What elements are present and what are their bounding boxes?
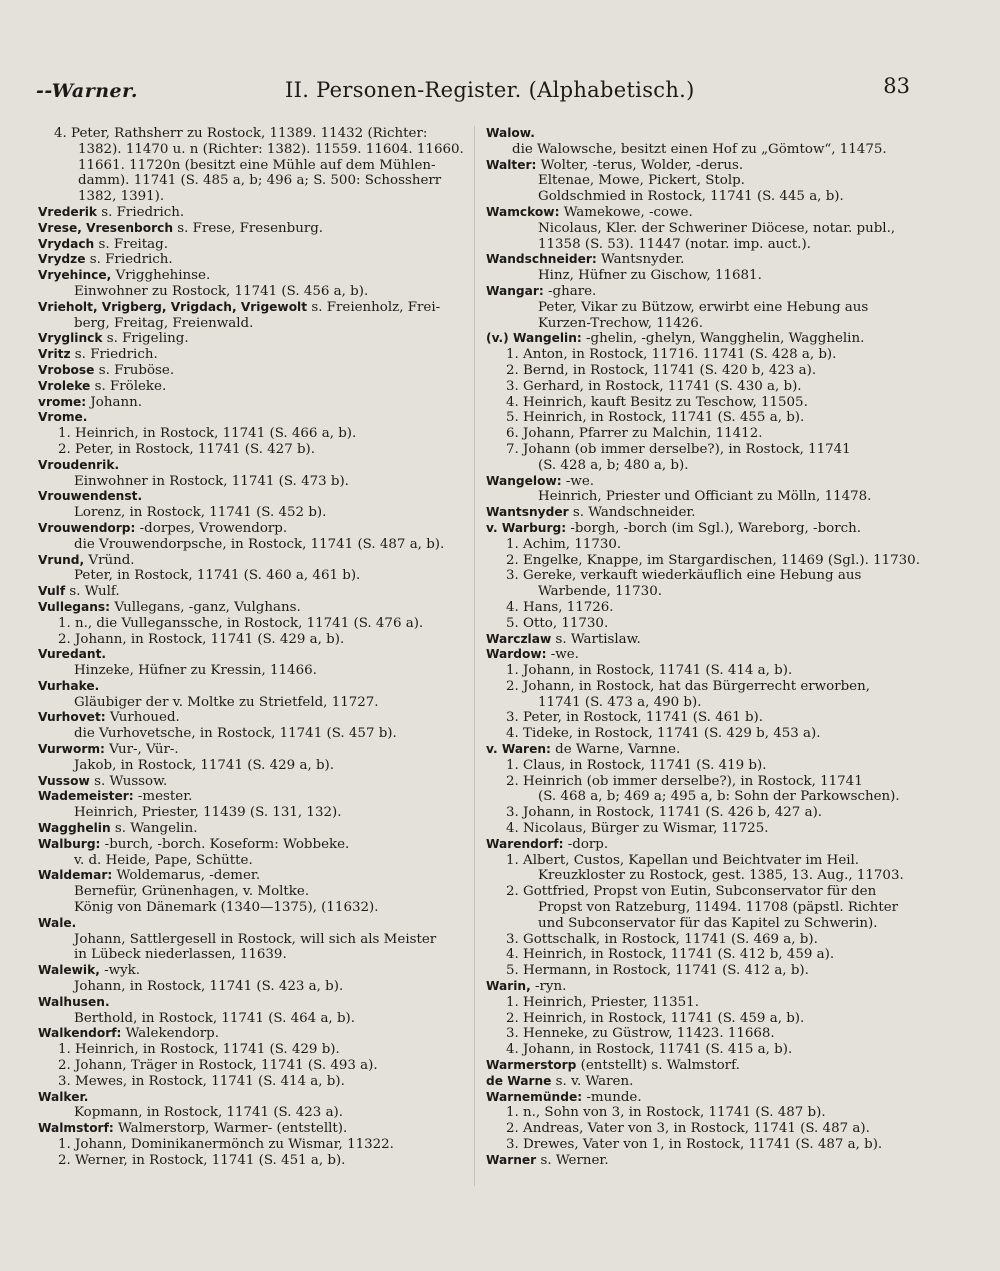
register-entry xyxy=(486,205,914,252)
entry-subline: 5. Heinrich, in Rostock, 11741 (S. 455 a, b). xyxy=(506,410,805,426)
entry-variants: -ryn. xyxy=(530,979,567,995)
entry-variants: s. Frese, Fresenburg. xyxy=(173,220,324,236)
entry-headword: Wagghelin xyxy=(38,821,111,836)
entry-headword: Vrederik xyxy=(38,204,97,219)
entry-variants: Wantsnyder. xyxy=(596,252,685,268)
entry-head-line xyxy=(38,347,464,363)
entry-subline: 3. Gottschalk, in Rostock, 11741 (S. 469 a, b). xyxy=(506,931,818,947)
entry-head-line xyxy=(38,868,464,884)
entry-subline: Hinzeke, Hüfner zu Kressin, 11466. xyxy=(74,663,317,679)
entry-variants: s. Frigeling. xyxy=(102,331,189,347)
entry-headword: de Warne xyxy=(486,1073,552,1088)
entry-head-line xyxy=(486,647,914,663)
entry-subline: König von Dänemark (1340—1375), (11632). xyxy=(74,900,379,916)
entry-head-line xyxy=(38,221,464,237)
register-entry xyxy=(486,331,914,473)
entry-subline: 2. Johann, in Rostock, 11741 (S. 429 a, b). xyxy=(58,631,345,647)
entry-headword: Vrund, xyxy=(38,552,85,567)
register-entry xyxy=(38,837,464,869)
entry-variants: -ghelin, -ghelyn, Wangghelin, Wagghelin. xyxy=(581,331,865,347)
running-head: --Warner. xyxy=(36,80,139,102)
entry-subline: 3. Henneke, zu Güstrow, 11423. 11668. xyxy=(506,1026,775,1042)
register-entry xyxy=(38,868,464,915)
entry-headword: Wantsnyder xyxy=(486,505,569,520)
entry-head-line xyxy=(38,205,464,221)
entry-subline: Warbende, 11730. xyxy=(538,584,662,600)
entry-headword: Warmerstorp xyxy=(486,1058,577,1073)
entry-subline: (S. 468 a, b; 469 a; 495 a, b: Sohn der Parkowschen). xyxy=(538,789,900,805)
entry-head-line xyxy=(38,521,464,537)
entry-head-line xyxy=(38,679,464,695)
register-entry xyxy=(38,789,464,821)
entry-headword: Warnemünde: xyxy=(486,1089,583,1104)
register-entry xyxy=(486,647,914,742)
entry-head-line xyxy=(486,979,914,995)
entry-variants: s. Wandschneider. xyxy=(568,505,696,521)
entry-head-line xyxy=(486,505,914,521)
entry-headword: Walow. xyxy=(486,126,535,140)
entry-subline: 2. Werner, in Rostock, 11741 (S. 451 a, b). xyxy=(58,1152,346,1168)
register-entry xyxy=(38,710,464,742)
register-entry xyxy=(38,410,464,457)
entry-subline: 5. Hermann, in Rostock, 11741 (S. 412 a, b). xyxy=(506,963,809,979)
entry-subline: 4. Nicolaus, Bürger zu Wismar, 11725. xyxy=(506,821,769,837)
entry-subline: die Vurhovetsche, in Rostock, 11741 (S. 457 b). xyxy=(74,726,397,742)
entry-headword: Vrouwendenst. xyxy=(38,489,143,504)
register-entry xyxy=(38,995,464,1027)
entry-head-line xyxy=(38,710,464,726)
register-entry xyxy=(486,252,914,284)
register-entry xyxy=(38,679,464,711)
entry-variants: -we. xyxy=(561,473,595,489)
entry-subline: 4. Hans, 11726. xyxy=(506,599,614,615)
register-entry xyxy=(38,331,464,347)
entry-head-line xyxy=(38,1090,464,1106)
entry-headword: Warendorf: xyxy=(486,836,564,851)
entry-head-line xyxy=(38,252,464,268)
entry-subline: Heinrich, Priester und Officiant zu Mölln, 11478. xyxy=(538,489,872,505)
entry-variants: Vrigghehinse. xyxy=(111,268,211,284)
register-entry xyxy=(486,1058,914,1074)
register-entry xyxy=(486,1090,914,1153)
entry-headword: Warczlaw xyxy=(486,631,552,646)
entry-headword: Vroudenrik. xyxy=(38,457,120,472)
entry-headword: Vrese, Vresenborch xyxy=(38,220,174,235)
entry-subline: Johann, in Rostock, 11741 (S. 423 a, b). xyxy=(74,979,344,995)
entry-subline: 3. Gereke, verkauft wiederkäuflich eine Hebung aus xyxy=(506,568,862,584)
entry-head-line xyxy=(38,647,464,663)
entry-variants: -dorpes, Vrowendorp. xyxy=(135,520,288,536)
entry-subline: Kurzen-Trechow, 11426. xyxy=(538,315,704,331)
entry-head-line xyxy=(38,489,464,505)
entry-headword: Walkendorf: xyxy=(38,1026,122,1041)
entry-subline: die Walowsche, besitzt einen Hof zu „Gömtow“, 11475. xyxy=(512,141,887,157)
entry-subline: 1. Albert, Custos, Kapellan und Beichtvater im Heil. xyxy=(506,852,860,868)
entry-subline: Bernefür, Grünenhagen, v. Moltke. xyxy=(74,884,310,900)
entry-subline: Goldschmied in Rostock, 11741 (S. 445 a, b). xyxy=(538,189,844,205)
entry-variants: s. Wangelin. xyxy=(110,821,198,837)
entry-variants: Johann. xyxy=(86,394,142,410)
register-entry xyxy=(38,821,464,837)
entry-variants: Woldemarus, -demer. xyxy=(112,868,261,884)
entry-subline: berg, Freitag, Freienwald. xyxy=(74,315,254,331)
register-entry xyxy=(38,521,464,553)
entry-head-line xyxy=(38,995,464,1011)
entry-variants: s. Wussow. xyxy=(89,773,168,789)
entry-headword: Wardow: xyxy=(486,647,547,662)
entry-head-line xyxy=(38,789,464,805)
entry-head-line xyxy=(486,284,914,300)
register-entry xyxy=(38,363,464,379)
entry-subline: Jakob, in Rostock, 11741 (S. 429 a, b). xyxy=(74,757,335,773)
entry-subline: 3. Mewes, in Rostock, 11741 (S. 414 a, b). xyxy=(58,1073,345,1089)
entry-subline: (S. 428 a, b; 480 a, b). xyxy=(538,457,689,473)
entry-head-line xyxy=(38,600,464,616)
entry-variants: Wamekowe, -cowe. xyxy=(559,204,693,220)
entry-head-line xyxy=(486,1074,914,1090)
entry-head-line xyxy=(486,837,914,853)
entry-head-line xyxy=(486,521,914,537)
register-entry xyxy=(38,963,464,995)
entry-head-line xyxy=(38,331,464,347)
right-column xyxy=(486,126,920,1169)
entry-headword: Vulf xyxy=(38,584,66,599)
entry-subline: 3. Johann, in Rostock, 11741 (S. 426 b, 427 a). xyxy=(506,805,823,821)
entry-variants: -we. xyxy=(546,647,579,663)
entry-subline: Nicolaus, Kler. der Schweriner Diöcese, notar. publ., xyxy=(538,220,896,236)
register-entry xyxy=(486,158,914,205)
entry-head-line xyxy=(38,363,464,379)
entry-head-line xyxy=(38,237,464,253)
register-entry xyxy=(486,520,920,632)
entry-headword: Vroleke xyxy=(38,378,91,393)
entry-subline: 6. Johann, Pfarrer zu Malchin, 11412. xyxy=(506,426,763,442)
page-number: 83 xyxy=(883,74,910,98)
entry-headword: Waldemar: xyxy=(38,868,113,883)
entry-variants: s. Friedrich. xyxy=(97,204,185,220)
entry-variants: Vründ. xyxy=(84,552,135,568)
register-entry xyxy=(486,284,914,331)
entry-headword: Vrobose xyxy=(38,362,95,377)
entry-subline: Einwohner in Rostock, 11741 (S. 473 b). xyxy=(74,473,349,489)
entry-head-line xyxy=(38,410,464,426)
entry-variants: s. Freienholz, Frei- xyxy=(307,299,441,315)
entry-variants: Walekendorp. xyxy=(121,1026,219,1042)
entry-headword: Walewik, xyxy=(38,963,100,978)
register-entry xyxy=(38,742,464,774)
entry-subline: 3. Drewes, Vater von 1, in Rostock, 11741 (S. 487 a, b). xyxy=(506,1137,883,1152)
register-entry xyxy=(486,632,914,648)
register-entry xyxy=(38,774,464,790)
entry-variants: -munde. xyxy=(582,1089,642,1105)
register-entry xyxy=(38,300,464,332)
entry-subline: Kopmann, in Rostock, 11741 (S. 423 a). xyxy=(74,1105,344,1121)
entry-head-line xyxy=(38,458,464,474)
entry-variants: s. Wulf. xyxy=(65,584,120,600)
register-entry xyxy=(38,489,464,521)
entry-subline: 2. Johann, Träger in Rostock, 11741 (S. 493 a). xyxy=(58,1058,378,1074)
entry-subline: Johann, Sattlergesell in Rostock, will sich als Meister xyxy=(74,931,437,947)
entry-headword: vrome: xyxy=(38,394,87,409)
register-entry xyxy=(38,1026,464,1089)
entry-variants: Vurhoued. xyxy=(105,710,180,726)
register-entry xyxy=(38,553,464,585)
register-entry xyxy=(486,126,914,158)
entry-headword: Wangelow: xyxy=(486,473,562,488)
register-entry xyxy=(38,1121,464,1168)
entry-headword: v. Waren: xyxy=(486,742,551,757)
entry-subline: 2. Bernd, in Rostock, 11741 (S. 420 b, 423 a). xyxy=(506,362,817,378)
entry-head-line xyxy=(38,584,464,600)
entry-headword: Vritz xyxy=(38,347,71,362)
entry-variants: s. Fröleke. xyxy=(90,378,167,394)
entry-subline: 2. Engelke, Knappe, im Stargardischen, 11469 (Sgl.). 11730. xyxy=(506,552,920,568)
entry-headword: Vrieholt, Vrigberg, Vrigdach, Vrigewolt xyxy=(38,299,308,314)
register-entry xyxy=(38,221,464,237)
entry-headword: Vurhovet: xyxy=(38,710,106,725)
entry-variants: Vur-, Vür-. xyxy=(104,742,179,758)
entry-subline: v. d. Heide, Pape, Schütte. xyxy=(74,852,253,868)
entry-headword: Wangar: xyxy=(486,283,544,298)
entry-subline: Peter, in Rostock, 11741 (S. 460 a, 461 b). xyxy=(74,568,361,584)
entry-headword: Warner xyxy=(486,1152,537,1167)
entry-subline: damm). 11741 (S. 485 a, b; 496 a; S. 500: Schossherr xyxy=(78,173,442,189)
register-entry xyxy=(486,505,914,521)
register-entry xyxy=(486,979,914,1058)
entry-head-line xyxy=(38,916,464,932)
entry-head-line xyxy=(486,158,914,174)
entry-subline: Lorenz, in Rostock, 11741 (S. 452 b). xyxy=(74,505,327,521)
register-entry xyxy=(38,584,464,600)
entry-subline: 2. Gottfried, Propst von Eutin, Subconservator für den xyxy=(506,884,877,900)
entry-subline: Berthold, in Rostock, 11741 (S. 464 a, b). xyxy=(74,1010,356,1026)
entry-subline: 7. Johann (ob immer derselbe?), in Rostock, 11741 xyxy=(506,441,851,457)
entry-head-line xyxy=(486,474,914,490)
entry-head-line xyxy=(38,742,464,758)
entry-head-line xyxy=(486,742,914,758)
entry-headword: Wale. xyxy=(38,915,77,930)
entry-head-line xyxy=(38,1026,464,1042)
entry-head-line xyxy=(38,268,464,284)
entry-variants: -borgh, -borch (im Sgl.), Wareborg, -borch. xyxy=(566,520,861,536)
entry-headword: Wademeister: xyxy=(38,789,134,804)
entry-subline: 1. Claus, in Rostock, 11741 (S. 419 b). xyxy=(506,757,767,773)
entry-headword: Vussow xyxy=(38,773,90,788)
entry-headword: (v.) Wangelin: xyxy=(486,331,582,346)
entry-subline: 3. Peter, in Rostock, 11741 (S. 461 b). xyxy=(506,710,764,726)
register-entry xyxy=(38,916,464,963)
entry-variants: s. Werner. xyxy=(536,1152,609,1168)
entry-headword: Vuredant. xyxy=(38,647,107,662)
entry-subline: Hinz, Hüfner zu Gischow, 11681. xyxy=(538,268,762,284)
entry-headword: Vurworm: xyxy=(38,742,105,757)
entry-head-line xyxy=(38,963,464,979)
page-header xyxy=(30,74,910,110)
register-entry xyxy=(486,742,914,837)
entry-subline: 4. Heinrich, kauft Besitz zu Teschow, 11505. xyxy=(506,394,808,410)
entry-headword: Vryehince, xyxy=(38,268,112,283)
entry-subline: Einwohner zu Rostock, 11741 (S. 456 a, b). xyxy=(74,283,369,299)
register-entry xyxy=(38,379,464,395)
entry-subline: Heinrich, Priester, 11439 (S. 131, 132). xyxy=(74,805,342,821)
entry-subline: 1. Anton, in Rostock, 11716. 11741 (S. 428 a, b). xyxy=(506,347,837,363)
entry-subline: 3. Gerhard, in Rostock, 11741 (S. 430 a, b). xyxy=(506,378,802,394)
entry-subline: und Subconservator für das Kapitel zu Schwerin). xyxy=(538,915,878,931)
entry-headword: Vrydze xyxy=(38,252,86,267)
page-title: II. Personen-Register. (Alphabetisch.) xyxy=(285,78,695,102)
entry-headword: Vrydach xyxy=(38,236,95,251)
entry-headword: Vullegans: xyxy=(38,599,111,614)
register-entry xyxy=(38,126,464,205)
register-entry xyxy=(486,1153,914,1169)
entry-variants: -burch, -borch. Koseform: Wobbeke. xyxy=(100,836,350,852)
entry-subline: die Vrouwendorpsche, in Rostock, 11741 (S. 487 a, b). xyxy=(74,536,445,552)
entry-variants: s. Fruböse. xyxy=(94,362,175,378)
entry-variants: Vullegans, -ganz, Vulghans. xyxy=(110,599,301,615)
entry-subline: Gläubiger der v. Moltke zu Strietfeld, 11727. xyxy=(74,694,379,710)
entry-subline: 4. Heinrich, in Rostock, 11741 (S. 412 b, 459 a). xyxy=(506,947,835,963)
register-entry xyxy=(38,458,464,490)
register-entry xyxy=(38,600,464,647)
entry-subline: 2. Johann, in Rostock, hat das Bürgerrecht erworben, xyxy=(506,678,870,694)
entry-head-line xyxy=(38,837,464,853)
entry-subline: Kreuzkloster zu Rostock, gest. 1385, 13. Aug., 11703. xyxy=(538,868,904,884)
register-entry xyxy=(38,347,464,363)
entry-subline: 1. Johann, in Rostock, 11741 (S. 414 a, b). xyxy=(506,663,793,679)
entry-headword: Walmstorf: xyxy=(38,1121,114,1136)
entry-head-line xyxy=(486,331,914,347)
entry-variants: s. v. Waren. xyxy=(551,1073,634,1089)
entry-subline: 1. Heinrich, in Rostock, 11741 (S. 429 b). xyxy=(58,1042,340,1058)
register-entry xyxy=(486,474,914,506)
entry-subline: Propst von Ratzeburg, 11494. 11708 (päpstl. Richter xyxy=(538,900,899,916)
entry-subline: 2. Heinrich (ob immer derselbe?), in Rostock, 11741 xyxy=(506,773,863,789)
entry-headword: Vryglinck xyxy=(38,331,103,346)
entry-headword: Warin, xyxy=(486,979,531,994)
entry-variants: -mester. xyxy=(133,789,193,805)
entry-headword: Walker. xyxy=(38,1089,89,1104)
entry-variants: s. Freitag. xyxy=(94,236,168,252)
register-entry xyxy=(38,395,464,411)
entry-variants: -ghare. xyxy=(543,283,597,299)
entry-variants: (entstellt) s. Walmstorf. xyxy=(576,1058,740,1074)
entry-head-line xyxy=(38,300,464,316)
entry-subline: Peter, Vikar zu Bützow, erwirbt eine Hebung aus xyxy=(538,299,869,315)
entry-variants: Walmerstorp, Warmer- (entstellt). xyxy=(113,1121,348,1137)
register-entry xyxy=(38,268,464,300)
entry-subline: 1. Achim, 11730. xyxy=(506,536,622,552)
entry-head-line xyxy=(38,1121,464,1137)
entry-headword: Wamckow: xyxy=(486,204,560,219)
entry-variants: de Warne, Varnne. xyxy=(550,742,681,758)
entry-subline: 11358 (S. 53). 11447 (notar. imp. auct.). xyxy=(538,236,811,252)
entry-subline: 2. Peter, in Rostock, 11741 (S. 427 b). xyxy=(58,441,316,457)
register-entry xyxy=(38,237,464,253)
entry-head-line xyxy=(486,632,914,648)
entry-headword: Vrome. xyxy=(38,410,88,425)
entry-subline: in Lübeck niederlassen, 11639. xyxy=(74,947,287,963)
entry-subline: 4. Johann, in Rostock, 11741 (S. 415 a, b). xyxy=(506,1042,793,1058)
entry-subline: 4. Tideke, in Rostock, 11741 (S. 429 b, 453 a). xyxy=(506,726,821,742)
entry-subline: 1. Heinrich, Priester, 11351. xyxy=(506,994,699,1010)
entry-variants: Wolter, -terus, Wolder, -derus. xyxy=(536,157,744,173)
entry-subline: 11741 (S. 473 a, 490 b). xyxy=(538,694,702,710)
entry-variants: s. Wartislaw. xyxy=(551,631,641,647)
register-entry xyxy=(486,837,914,979)
entry-variants: s. Friedrich. xyxy=(70,347,158,363)
entry-head-line xyxy=(38,379,464,395)
left-column xyxy=(38,126,464,1169)
register-entry xyxy=(38,1090,464,1122)
entry-subline: 1382, 1391). xyxy=(78,189,165,205)
entry-head-line xyxy=(486,205,914,221)
entry-variants: -dorp. xyxy=(563,836,609,852)
entry-subline: 11661. 11720n (besitzt eine Mühle auf dem Mühlen- xyxy=(78,157,436,173)
entry-subline: 2. Heinrich, in Rostock, 11741 (S. 459 a, b). xyxy=(506,1010,805,1026)
entry-head-line xyxy=(486,1153,914,1169)
entry-head-line xyxy=(486,1090,914,1106)
entry-head-line xyxy=(486,126,914,142)
entry-headword: Walter: xyxy=(486,157,537,172)
entry-head-line xyxy=(38,821,464,837)
register-entry xyxy=(38,205,464,221)
entry-headword: Wandschneider: xyxy=(486,252,597,267)
entry-head-line xyxy=(38,553,464,569)
entry-variants: -wyk. xyxy=(99,963,141,979)
entry-subline: 1. n., die Vulleganssche, in Rostock, 11741 (S. 476 a). xyxy=(58,615,424,631)
entry-subline: 5. Otto, 11730. xyxy=(506,615,609,631)
entry-subline: 1. n., Sohn von 3, in Rostock, 11741 (S. 487 b). xyxy=(506,1105,826,1121)
column-gutter xyxy=(474,126,475,1186)
register-entry xyxy=(38,647,464,679)
entry-head-line xyxy=(486,1058,914,1074)
entry-subline: 4. Peter, Rathsherr zu Rostock, 11389. 11432 (Richter: xyxy=(54,126,428,141)
entry-head-line xyxy=(486,252,914,268)
entry-headword: Vurhake. xyxy=(38,678,100,693)
entry-subline: 2. Andreas, Vater von 3, in Rostock, 11741 (S. 487 a). xyxy=(506,1121,870,1137)
entry-headword: Walhusen. xyxy=(38,994,110,1009)
entry-head-line xyxy=(38,774,464,790)
entry-headword: Walburg: xyxy=(38,836,101,851)
entry-subline: 1. Heinrich, in Rostock, 11741 (S. 466 a, b). xyxy=(58,426,357,442)
entry-subline: Eltenae, Mowe, Pickert, Stolp. xyxy=(538,173,745,189)
entry-subline: 1382). 11470 u. n (Richter: 1382). 11559. 11604. 11660. xyxy=(78,141,464,157)
entry-subline: 1. Johann, Dominikanermönch zu Wismar, 11322. xyxy=(58,1137,394,1152)
entry-headword: Vrouwendorp: xyxy=(38,520,136,535)
register-entry xyxy=(486,1074,914,1090)
entry-variants: s. Friedrich. xyxy=(85,252,173,268)
entry-head-line xyxy=(38,395,464,411)
register-entry xyxy=(38,252,464,268)
entry-headword: v. Warburg: xyxy=(486,520,567,535)
